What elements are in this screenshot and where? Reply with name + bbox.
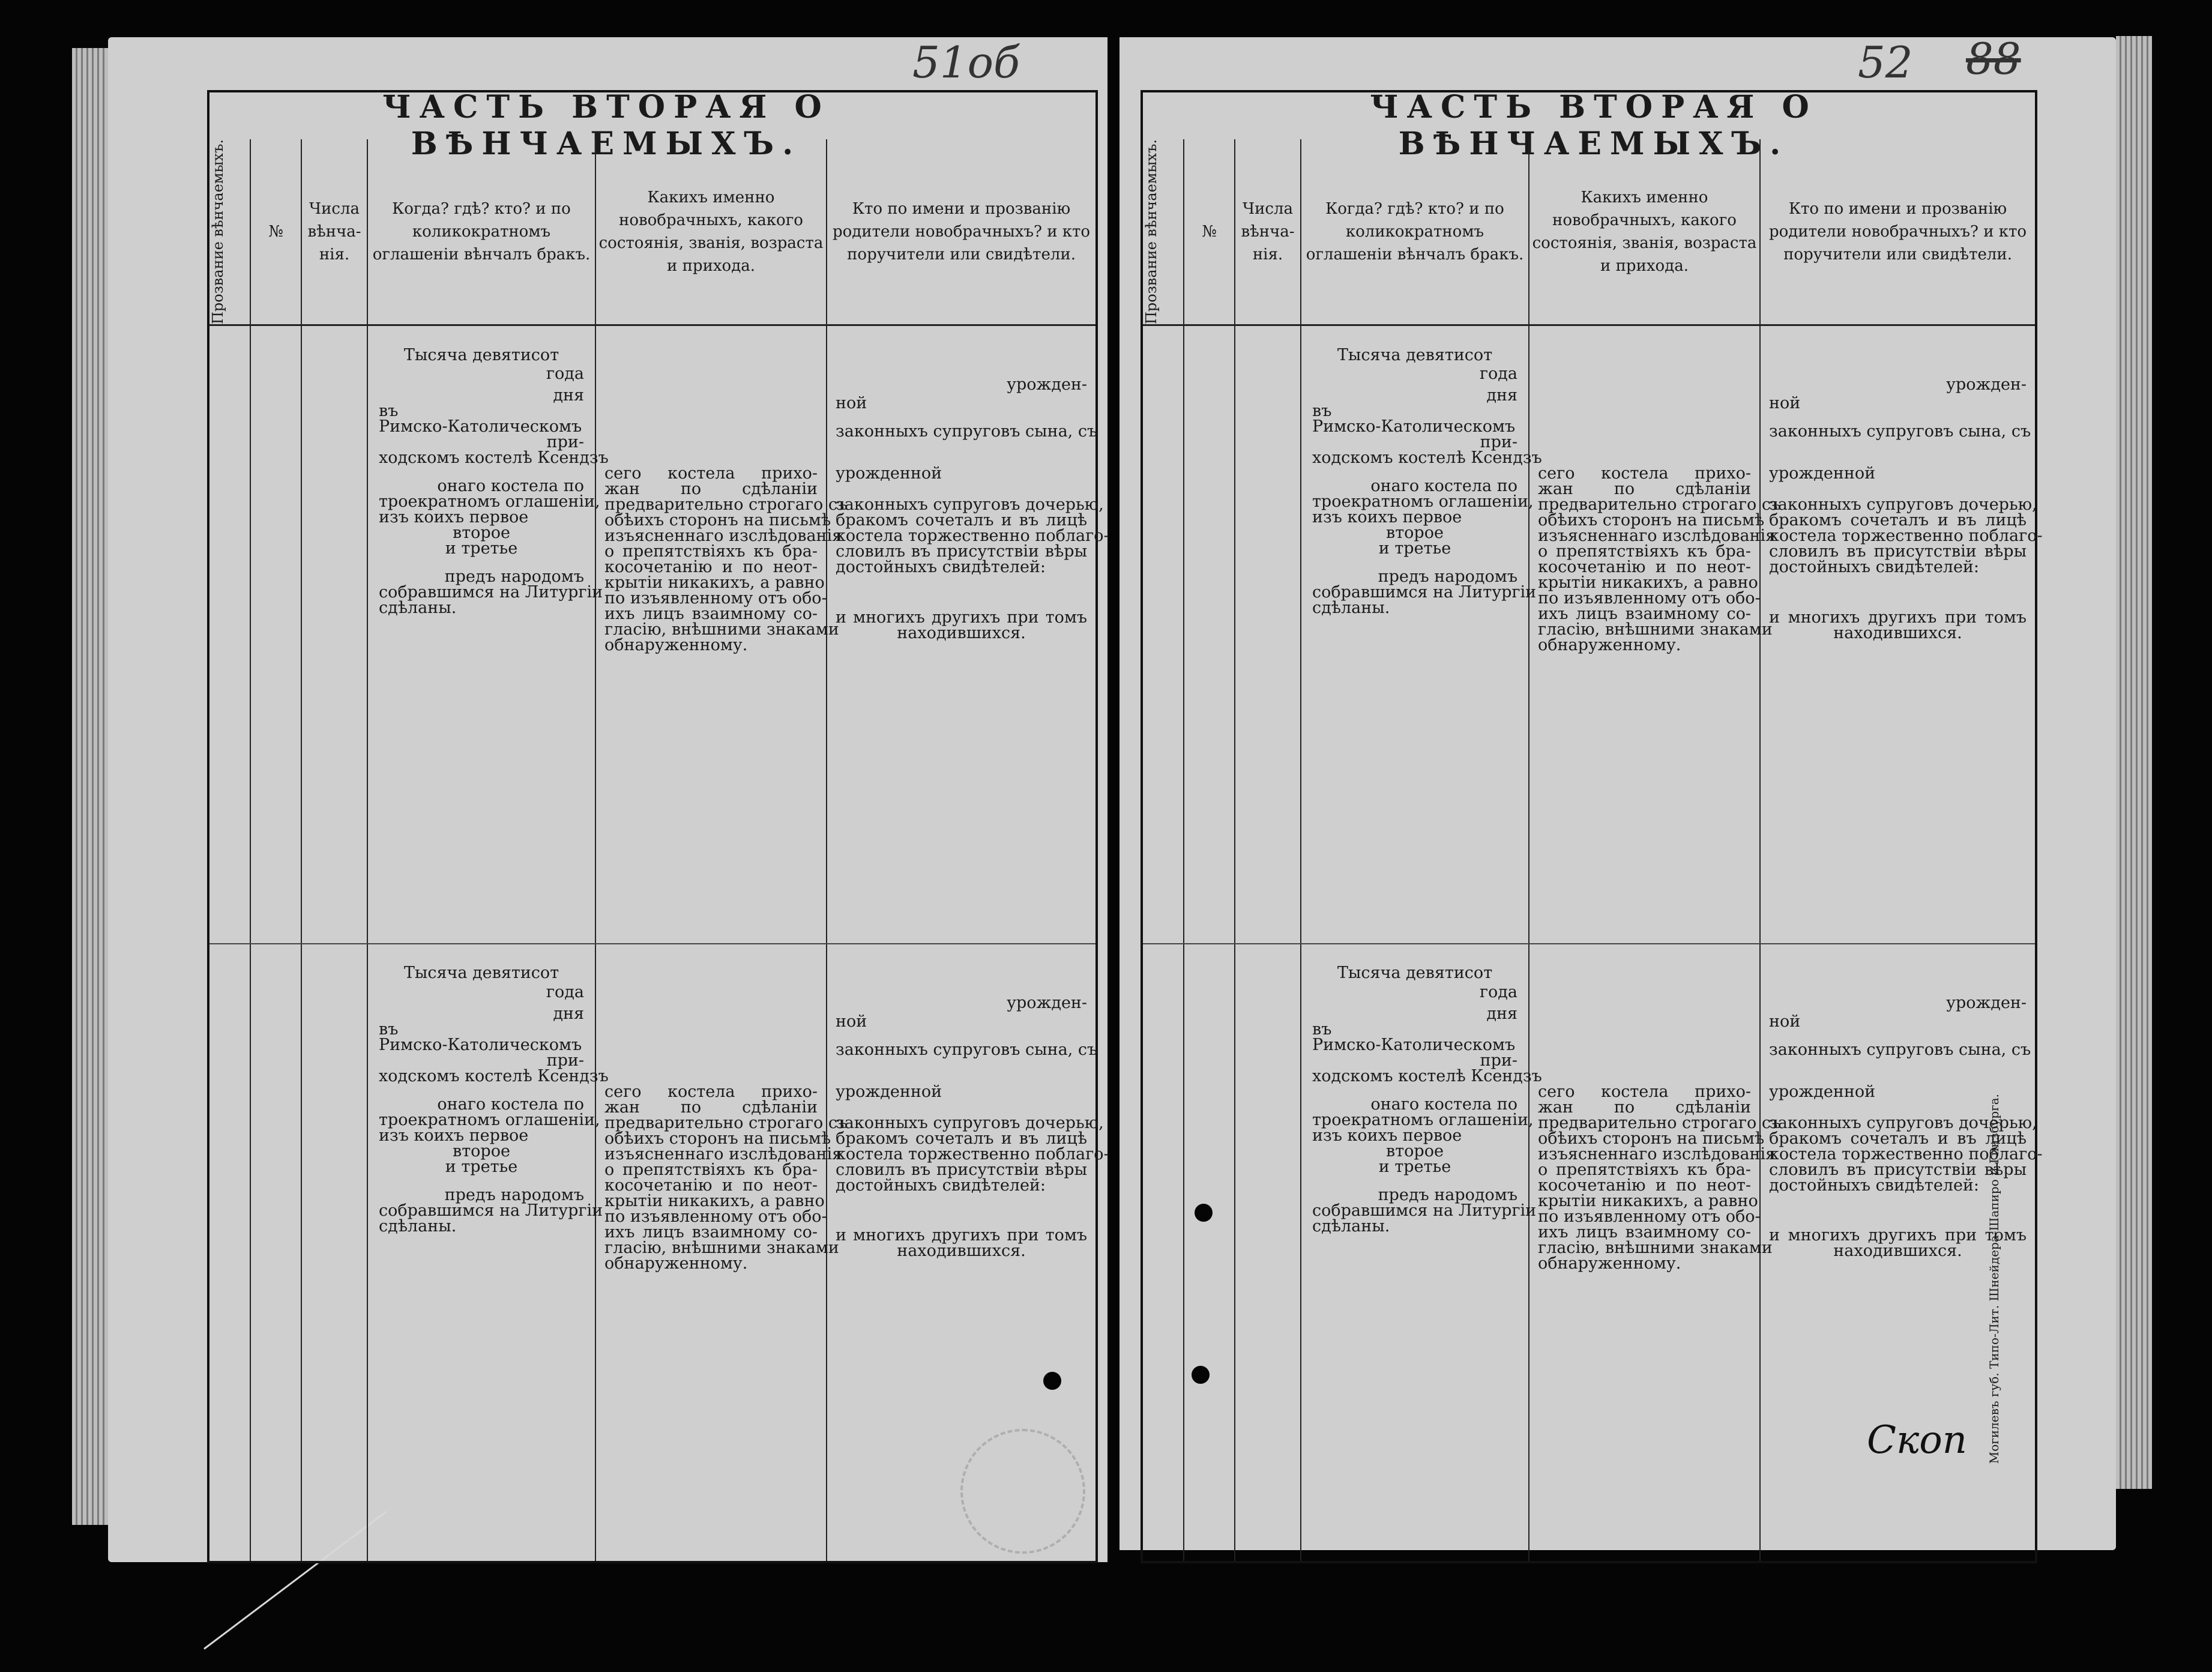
parents-witnesses-text-line: урожденной [836,1082,942,1101]
parents-witnesses-text-line: словилъ въ присутствіи вѣры [836,542,1088,561]
ceremony-text-line: при- [1480,433,1517,452]
right-page-title: ЧАСТЬ ВТОРАЯ О ВѢНЧАЕМЫХЪ. [1370,89,1818,162]
ceremony-text-line: при- [546,1051,584,1070]
parents-witnesses-text-line: ной [836,1012,867,1031]
right-folio-number: 52 [1858,37,1913,88]
parents-witnesses-text-line: костела торжественно поблаго- [836,527,1109,546]
parents-witnesses-text-line: достойныхъ свидѣтелей: [836,558,1046,577]
ceremony-text-line: предъ народомъ [1378,567,1517,587]
ceremony-text-line: въ [379,402,399,421]
header-number: № [1184,139,1235,325]
parents-witnesses-text-line: находившихся. [1833,1242,1962,1261]
newlyweds-text-line: обѣихъ сторонъ на письмѣ [1538,511,1765,530]
header-surname: Прозвание вѣнчаемыхъ. [208,139,250,325]
newlyweds-text-line: изъясненнаго изслѣдованія [604,527,843,546]
register-entry [1142,325,2036,944]
ceremony-text-line: года [546,364,584,384]
newlyweds-text-line: о препятствіяхъ къ бра- [1538,1160,1751,1179]
ceremony-text-line: ходскомъ костелѣ Ксендзъ [379,448,609,468]
header-surname: Прозвание вѣнчаемыхъ. [1142,139,1184,325]
newlyweds-text-line: изъясненнаго изслѣдованія [1538,1144,1776,1163]
newlyweds-text-line: по изъявленному отъ обо- [1538,1207,1761,1226]
parents-witnesses-text-line: бракомъ сочеталъ и въ лицѣ [836,511,1088,530]
parents-witnesses-text-line: достойныхъ свидѣтелей: [1769,1176,1980,1195]
newlyweds-text-line: о препятствіяхъ къ бра- [604,1160,818,1179]
header-when-where: Когда? гдѣ? кто? и по коликократномъ оглашеніи вѣнчалъ бракъ. [1301,139,1529,325]
ceremony-text-line: второе [1386,524,1444,543]
parents-witnesses-text-line: урожденной [1769,1082,1876,1101]
ceremony-text-line: Тысяча девятисот [403,964,559,983]
ceremony-text-line: изъ коихъ первое [1312,1126,1462,1145]
ceremony-text-line: Тысяча девятисот [403,345,559,364]
parents-witnesses-text-line: и многихъ другихъ при томъ [1769,608,2027,627]
newlyweds-text-line: крытіи никакихъ, а равно [604,573,825,593]
parents-witnesses-text-line: достойныхъ свидѣтелей: [836,1176,1046,1195]
ceremony-text-line: троекратномъ оглашеніи, [379,1110,600,1129]
ceremony-text-line: изъ коихъ первое [379,508,529,527]
newlyweds-text-line: крытіи никакихъ, а равно [1538,1191,1758,1210]
ceremony-text-line: сдѣланы. [1312,599,1390,618]
ceremony-text-line: при- [546,433,584,452]
ceremony-text-line: ходскомъ костелѣ Ксендзъ [379,1066,609,1085]
ceremony-text-line: ходскомъ костелѣ Ксендзъ [1312,448,1542,468]
ceremony-text-line: Тысяча девятисот [1337,345,1493,364]
left-register-table [207,90,1109,1563]
ceremony-text-line: онаго костела по [437,1094,584,1114]
newlyweds-text-line: по изъявленному отъ обо- [1538,589,1761,608]
newlyweds-text-line: ихъ лицъ взаимному со- [1538,1222,1751,1242]
parents-witnesses-text-line: законныхъ супруговъ сына, съ [836,1040,1098,1059]
newlyweds-text-line: жан по сдѣланіи [604,1097,818,1117]
ceremony-text-line: и третье [1378,1157,1451,1176]
parents-witnesses-text-line: достойныхъ свидѣтелей: [1769,558,1980,577]
ceremony-text-line: ходскомъ костелѣ Ксендзъ [1312,1066,1542,1085]
parents-witnesses-text-line: костела торжественно поблаго- [836,1144,1109,1163]
ceremony-text-line: дня [1486,386,1517,405]
ceremony-text-line: собравшимся на Литургіи [1312,1201,1537,1220]
parents-witnesses-text-line: бракомъ сочеталъ и въ лицѣ [836,1129,1088,1148]
ceremony-text-line: въ [1312,402,1332,421]
ceremony-text-line: собравшимся на Литургіи [1312,583,1537,602]
newlyweds-text-line: предварительно строгаго съ [604,1113,848,1132]
parents-witnesses-text-line: урожден- [1007,993,1088,1012]
newlyweds-text-line: ихъ лицъ взаимному со- [1538,605,1751,624]
ceremony-text-line: троекратномъ оглашеніи, [379,492,600,512]
ceremony-text-line: сдѣланы. [379,1216,457,1236]
parents-witnesses-text-line: урожден- [1946,375,2027,394]
parents-witnesses-text-line: законныхъ супруговъ сына, съ [1769,1040,2031,1059]
newlyweds-text-line: жан по сдѣланіи [604,480,818,499]
newlyweds-text-line: обѣихъ сторонъ на письмѣ [1538,1129,1765,1148]
left-folio-number: 51об [912,37,1020,88]
parents-witnesses-text-line: бракомъ сочеталъ и въ лицѣ [1769,1129,2027,1148]
ceremony-text-line: и третье [445,539,518,558]
ceremony-text-line: Римско-Католическомъ [1312,1035,1516,1054]
parents-witnesses-text-line: урожденной [1769,464,1876,483]
parents-witnesses-text-line: находившихся. [897,623,1026,642]
newlyweds-text-line: ихъ лицъ взаимному со- [604,1222,818,1242]
newlyweds-text-line: о препятствіяхъ къ бра- [1538,542,1751,561]
newlyweds-text-line: жан по сдѣланіи [1538,480,1751,499]
parents-witnesses-text-line: и многихъ другихъ при томъ [836,1226,1088,1245]
parents-witnesses-text-line: законныхъ супруговъ дочерью, [1769,1113,2037,1132]
parents-witnesses-text-line: законныхъ супруговъ дочерью, [1769,495,2037,515]
ceremony-text-line: дня [553,1004,584,1023]
left-page-edges [72,48,109,1525]
header-parents-witnesses: Кто по имени и прозванію родители новобрачныхъ? и кто поручители или свидѣтели. [827,139,1097,325]
header-date: Числа вѣнча-нія. [1235,139,1301,325]
register-entry [208,944,1097,1562]
header-newlyweds: Какихъ именно новобрачныхъ, какого состоянія, званія, возраста и прихода. [595,139,827,325]
ceremony-text-line: троекратномъ оглашеніи, [1312,1110,1534,1129]
ceremony-text-line: троекратномъ оглашеніи, [1312,492,1534,512]
ceremony-text-line: предъ народомъ [444,1185,584,1204]
newlyweds-text-line: сего костела прихо- [604,1082,818,1101]
ceremony-text-line: онаго костела по [1370,477,1517,496]
parents-witnesses-text-line: законныхъ супруговъ сына, съ [1769,422,2031,441]
ceremony-text-line: собравшимся на Литургіи [379,583,603,602]
ceremony-text-line: изъ коихъ первое [379,1126,529,1145]
newlyweds-text-line: изъясненнаго изслѣдованія [1538,527,1776,546]
ceremony-text-line: при- [1480,1051,1517,1070]
newlyweds-text-line: гласію, внѣшними знаками [1538,620,1773,639]
parents-witnesses-text-line: урожден- [1007,375,1088,394]
newlyweds-text-line: обнаруженному. [1538,636,1681,655]
ceremony-text-line: сдѣланы. [379,599,457,618]
left-page-title: ЧАСТЬ ВТОРАЯ О ВѢНЧАЕМЫХЪ. [382,89,830,162]
newlyweds-text-line: косочетанію и по неот- [1538,1176,1751,1195]
parents-witnesses-text-line: ной [1769,394,1801,413]
signature: Скоп [1867,1418,1967,1462]
newlyweds-text-line: косочетанію и по неот- [604,558,818,577]
ceremony-text-line: онаго костела по [1370,1094,1517,1114]
newlyweds-text-line: по изъявленному отъ обо- [604,1207,827,1226]
newlyweds-text-line: о препятствіяхъ къ бра- [604,542,818,561]
ceremony-text-line: онаго костела по [437,477,584,496]
ceremony-text-line: Римско-Католическомъ [1312,417,1516,436]
ceremony-text-line: и третье [445,1157,518,1176]
ceremony-text-line: второе [453,1141,510,1160]
parents-witnesses-text-line: законныхъ супруговъ дочерью, [836,495,1104,515]
ceremony-text-line: и третье [1378,539,1451,558]
ceremony-text-line: года [546,982,584,1001]
ceremony-text-line: Тысяча девятисот [1337,964,1493,983]
header-parents-witnesses: Кто по имени и прозванію родители новобрачныхъ? и кто поручители или свидѣтели. [1760,139,2036,325]
parents-witnesses-text-line: ной [1769,1012,1801,1031]
header-when-where: Когда? гдѣ? кто? и по коликократномъ оглашеніи вѣнчалъ бракъ. [367,139,595,325]
ceremony-text-line: сдѣланы. [1312,1216,1390,1236]
newlyweds-text-line: сего костела прихо- [1538,1082,1751,1101]
newlyweds-text-line: сего костела прихо- [604,464,818,483]
ceremony-text-line: года [1479,364,1517,384]
ceremony-text-line: предъ народомъ [1378,1185,1517,1204]
newlyweds-text-line: ихъ лицъ взаимному со- [604,605,818,624]
printer-imprint: Могилевъ губ. Типо-Лит. Шнейдера-Шапиро и Гинзбурга. [1987,1094,2001,1464]
register-entry [1142,944,2036,1562]
newlyweds-text-line: сего костела прихо- [1538,464,1751,483]
ceremony-text-line: предъ народомъ [444,567,584,587]
header-number: № [250,139,301,325]
right-page-edges [2116,36,2152,1489]
newlyweds-text-line: обнаруженному. [604,636,748,655]
parents-witnesses-text-line: урожденной [836,464,942,483]
parents-witnesses-text-line: словилъ въ присутствіи вѣры [1769,542,2027,561]
parents-witnesses-text-line: бракомъ сочеталъ и въ лицѣ [1769,511,2027,530]
newlyweds-text-line: крытіи никакихъ, а равно [1538,573,1758,593]
parents-witnesses-text-line: ной [836,394,867,413]
newlyweds-text-line: по изъявленному отъ обо- [604,589,827,608]
newlyweds-text-line: предварительно строгаго съ [1538,495,1782,515]
newlyweds-text-line: гласію, внѣшними знаками [604,1238,839,1257]
newlyweds-text-line: гласію, внѣшними знаками [1538,1238,1773,1257]
ceremony-text-line: дня [1486,1004,1517,1023]
right-old-folio-number: 88 [1966,34,2021,84]
parents-witnesses-text-line: костела торжественно поблаго- [1769,1144,2043,1163]
ceremony-text-line: второе [1386,1141,1444,1160]
ceremony-text-line: второе [453,524,510,543]
newlyweds-text-line: обнаруженному. [1538,1254,1681,1273]
ceremony-text-line: года [1479,982,1517,1001]
ceremony-text-line: въ [1312,1019,1332,1039]
parents-witnesses-text-line: словилъ въ присутствіи вѣры [836,1160,1088,1179]
newlyweds-text-line: крытіи никакихъ, а равно [604,1191,825,1210]
newlyweds-text-line: обѣихъ сторонъ на письмѣ [604,1129,831,1148]
ceremony-text-line: въ [379,1019,399,1039]
newlyweds-text-line: жан по сдѣланіи [1538,1097,1751,1117]
ceremony-text-line: изъ коихъ первое [1312,508,1462,527]
parents-witnesses-text-line: находившихся. [1833,623,1962,642]
header-newlyweds: Какихъ именно новобрачныхъ, какого состоянія, званія, возраста и прихода. [1529,139,1760,325]
ceremony-text-line: дня [553,386,584,405]
ceremony-text-line: Римско-Католическомъ [379,1035,582,1054]
ceremony-text-line: Римско-Католическомъ [379,417,582,436]
parents-witnesses-text-line: и многихъ другихъ при томъ [1769,1226,2027,1245]
right-register-table [1141,90,2043,1563]
newlyweds-text-line: косочетанію и по неот- [604,1176,818,1195]
parents-witnesses-text-line: законныхъ супруговъ дочерью, [836,1113,1104,1132]
parents-witnesses-text-line: находившихся. [897,1242,1026,1261]
ceremony-text-line: собравшимся на Литургіи [379,1201,603,1220]
header-date: Числа вѣнча-нія. [301,139,367,325]
newlyweds-text-line: предварительно строгаго съ [1538,1113,1782,1132]
newlyweds-text-line: гласію, внѣшними знаками [604,620,839,639]
newlyweds-text-line: предварительно строгаго съ [604,495,848,515]
newlyweds-text-line: обнаруженному. [604,1254,748,1273]
parents-witnesses-text-line: словилъ въ присутствіи вѣры [1769,1160,2027,1179]
newlyweds-text-line: косочетанію и по неот- [1538,558,1751,577]
parents-witnesses-text-line: законныхъ супруговъ сына, съ [836,422,1098,441]
newlyweds-text-line: изъясненнаго изслѣдованія [604,1144,843,1163]
newlyweds-text-line: обѣихъ сторонъ на письмѣ [604,511,831,530]
parents-witnesses-text-line: и многихъ другихъ при томъ [836,608,1088,627]
parents-witnesses-text-line: костела торжественно поблаго- [1769,527,2043,546]
parents-witnesses-text-line: урожден- [1946,993,2027,1012]
register-entry [208,325,1097,944]
